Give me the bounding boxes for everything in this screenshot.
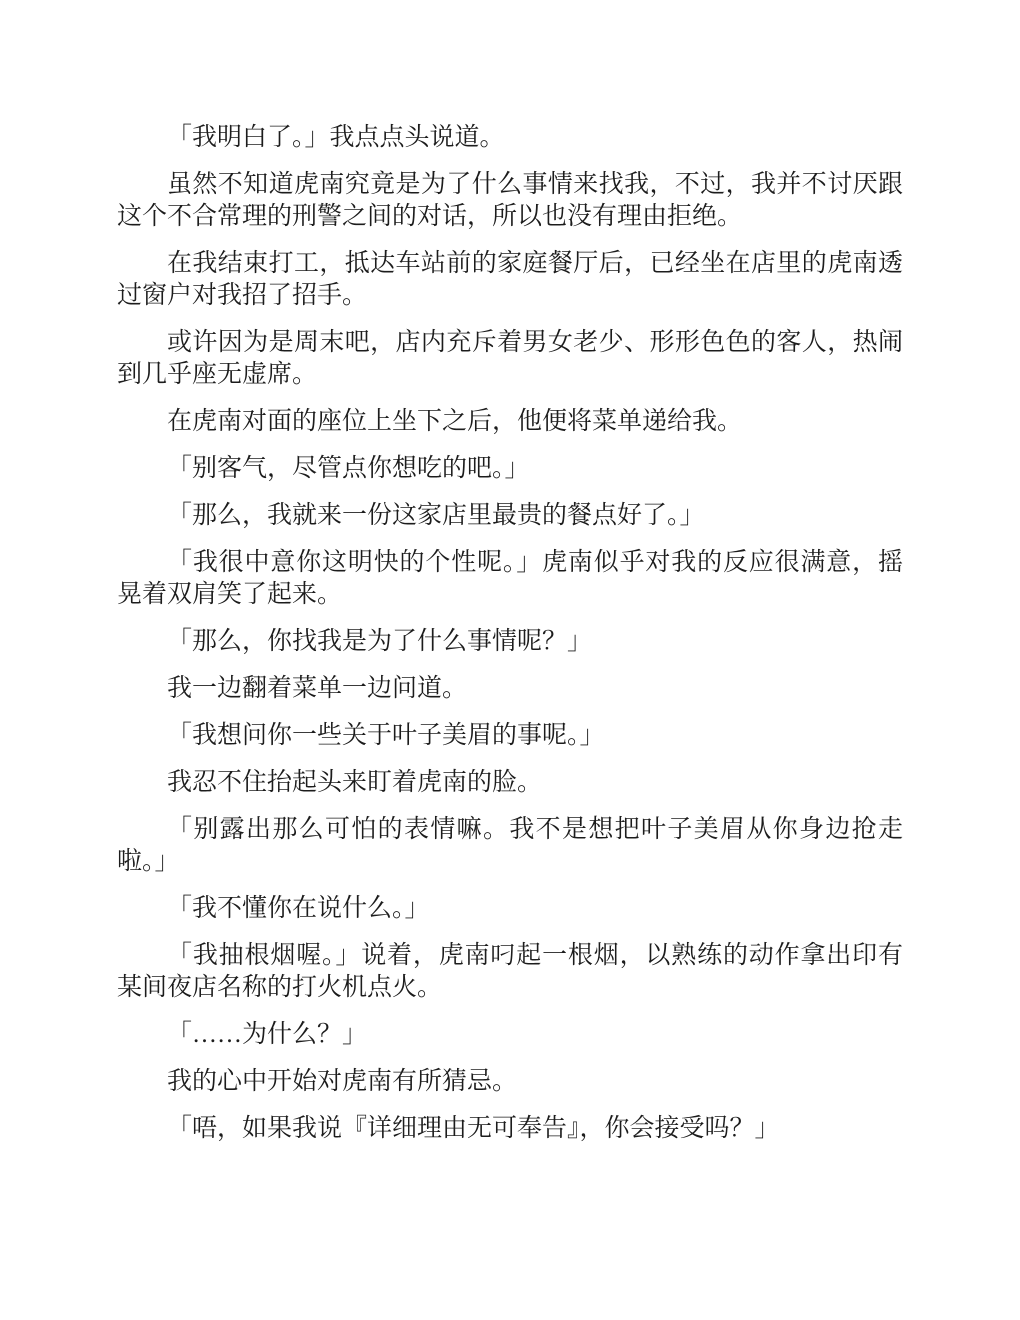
paragraph: 或许因为是周末吧，店内充斥着男女老少、形形色色的客人，热闹到几乎座无虚席。 (117, 329, 903, 388)
paragraph: 在虎南对面的座位上坐下之后，他便将菜单递给我。 (167, 408, 743, 435)
paragraph: 「我明白了。」我点点头说道。 (167, 124, 505, 151)
paragraph: 「唔，如果我说『详细理由无可奉告』，你会接受吗？」 (167, 1115, 780, 1142)
paragraph: 「我想问你一些关于叶子美眉的事呢。」 (167, 722, 605, 749)
paragraph: 「我不懂你在说什么。」 (167, 895, 430, 922)
paragraph: 「我抽根烟喔。」说着，虎南叼起一根烟，以熟练的动作拿出印有某间夜店名称的打火机点火。 (117, 942, 903, 1001)
paragraph: 我的心中开始对虎南有所猜忌。 (167, 1068, 518, 1095)
paragraph: 「……为什么？」 (167, 1021, 368, 1048)
paragraph: 「那么，我就来一份这家店里最贵的餐点好了。」 (167, 502, 705, 529)
paragraph: 「那么，你找我是为了什么事情呢？」 (167, 628, 593, 655)
paragraph: 「别客气，尽管点你想吃的吧。」 (167, 455, 530, 482)
paragraph: 「我很中意你这明快的个性呢。」虎南似乎对我的反应很满意，摇晃着双肩笑了起来。 (117, 549, 903, 608)
paragraph: 虽然不知道虎南究竟是为了什么事情来找我，不过，我并不讨厌跟这个不合常理的刑警之间的对话，所以也没有理由拒绝。 (117, 171, 903, 230)
paragraph: 我一边翻着菜单一边问道。 (167, 675, 468, 702)
paragraph: 「别露出那么可怕的表情嘛。我不是想把叶子美眉从你身边抢走啦。」 (117, 816, 903, 875)
paragraph: 我忍不住抬起头来盯着虎南的脸。 (167, 769, 543, 796)
paragraph: 在我结束打工，抵达车站前的家庭餐厅后，已经坐在店里的虎南透过窗户对我招了招手。 (117, 250, 903, 309)
